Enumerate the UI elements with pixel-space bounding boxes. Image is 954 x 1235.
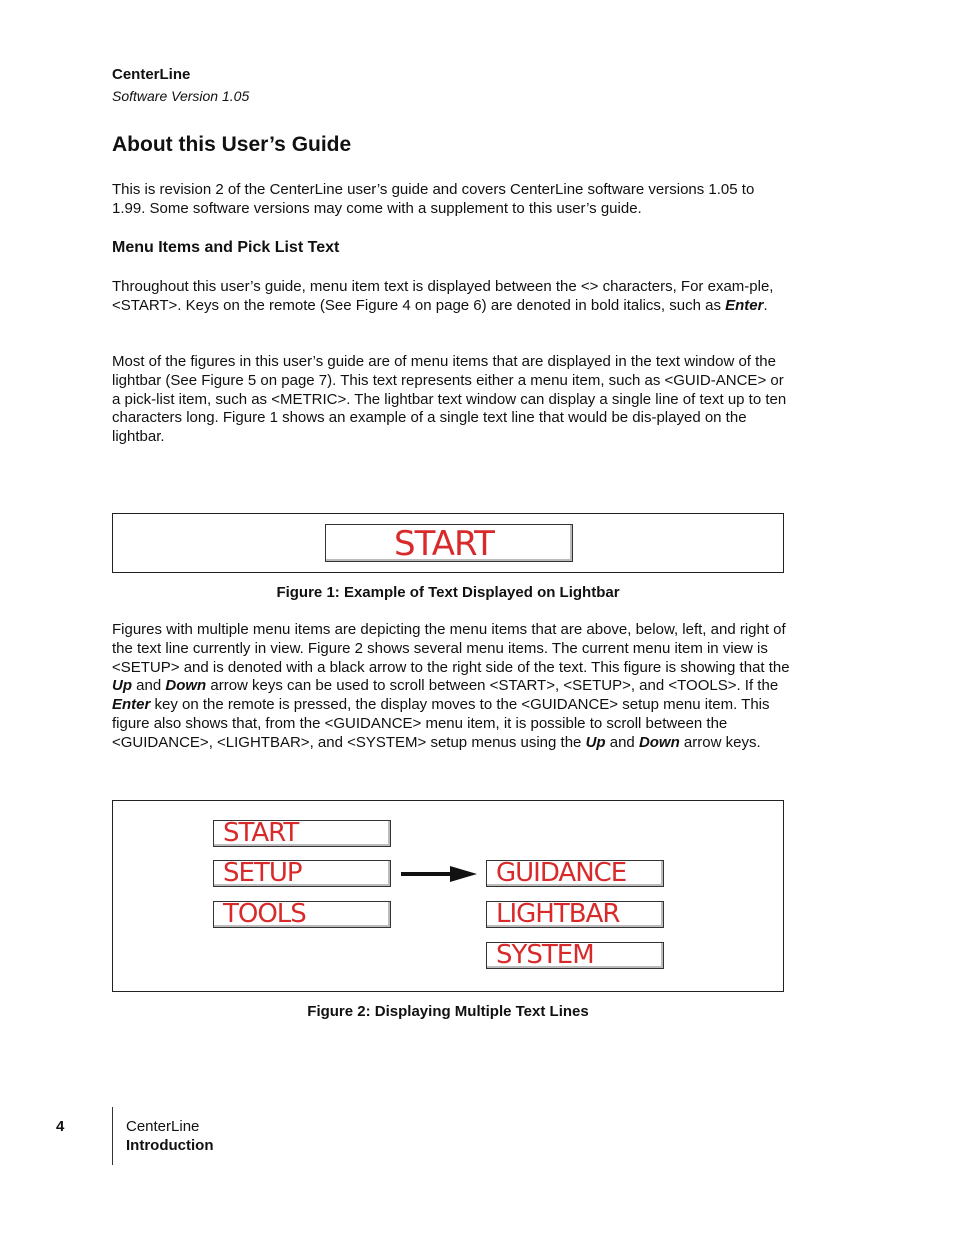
key-up: Up (112, 677, 132, 695)
menu-item-label: START (223, 818, 299, 848)
key-enter: Enter (112, 696, 151, 714)
footer-chapter: Introduction (126, 1137, 214, 1154)
lightbar-item-start: START (394, 524, 494, 564)
menu-item-label: GUIDANCE (496, 858, 627, 888)
menu-item-system (486, 942, 664, 969)
paragraph-text: arrow keys can be used to scroll between <START>, <SETUP>, and <TOOLS>. If the (206, 677, 779, 695)
paragraph-text: and (132, 677, 166, 695)
figure-2-frame (112, 800, 784, 992)
key-up: Up (585, 733, 606, 751)
menu-item-label: SYSTEM (496, 940, 594, 970)
menu-item-label: SETUP (223, 858, 302, 888)
footer-product: CenterLine (126, 1118, 200, 1135)
key-down: Down (638, 733, 680, 751)
key-down: Down (165, 677, 207, 695)
menu-item-lightbar (486, 901, 664, 928)
menu-item-start (213, 820, 391, 847)
menu-item-label: LIGHTBAR (496, 899, 620, 929)
header-subtitle: Software Version 1.05 (112, 88, 250, 104)
paragraph-text: key on the remote is pressed, the display moves to the <GUIDANCE> setup menu item. This figure also shows that, from the <GUIDANCE> menu item, it is possible to scroll between the <GUIDANCE>, <LIGHTBAR>, and <SYSTEM> setup menus using the (112, 696, 770, 751)
footer-divider (112, 1107, 113, 1165)
menu-item-label: TOOLS (223, 899, 306, 929)
menu-item-tools (213, 901, 391, 928)
right-arrow-icon (400, 864, 478, 884)
figure-2-caption: Figure 2: Displaying Multiple Text Lines (307, 1003, 589, 1020)
paragraph-menu-text (112, 278, 790, 316)
paragraph-text: Throughout this user’s guide, menu item text is displayed between the <> characters, For exam-ple, <START>. Keys on the remote (See Figure 4 on page 6) are denoted in bold italics, such as (112, 278, 774, 314)
lightbar-display (325, 524, 573, 562)
header-title: CenterLine (112, 66, 191, 83)
intro-paragraph: This is revision 2 of the CenterLine user’s guide and covers CenterLine software versions 1.05 to 1.99. Some software versions may come with a supplement to this user’s guide. (112, 181, 755, 217)
paragraph-multiple-items (112, 621, 790, 753)
key-enter: Enter (725, 296, 764, 314)
menu-item-guidance (486, 860, 664, 887)
figure-1-caption: Figure 1: Example of Text Displayed on Lightbar (276, 584, 620, 601)
paragraph-figures: Most of the figures in this user’s guide are of menu items that are displayed in the text window of the lightbar (See Figure 5 on page 7). This text represents either a menu item, such as <GUID-ANCE> or a pick-list item, such as <METRIC>. The lightbar text window can display a single line of text up to ten characters long. Figure 1 shows an example of a single text line that would be dis-played on the lightbar. (112, 353, 787, 446)
paragraph-text: arrow keys. (679, 733, 761, 751)
paragraph-text: . (763, 296, 768, 314)
paragraph-text: and (605, 733, 639, 751)
subsection-title: Menu Items and Pick List Text (112, 239, 340, 256)
menu-item-setup (213, 860, 391, 887)
paragraph-text: Figures with multiple menu items are depicting the menu items that are above, below, left, and right of the text line currently in view. Figure 2 shows several menu items. The current menu item in view is <SETUP> and is denoted with a black arrow to the right side of the text. This figure is showing that the (112, 621, 790, 676)
section-title: About this User’s Guide (112, 133, 352, 156)
page-number: 4 (56, 1118, 65, 1135)
figure-1-frame (112, 513, 784, 573)
